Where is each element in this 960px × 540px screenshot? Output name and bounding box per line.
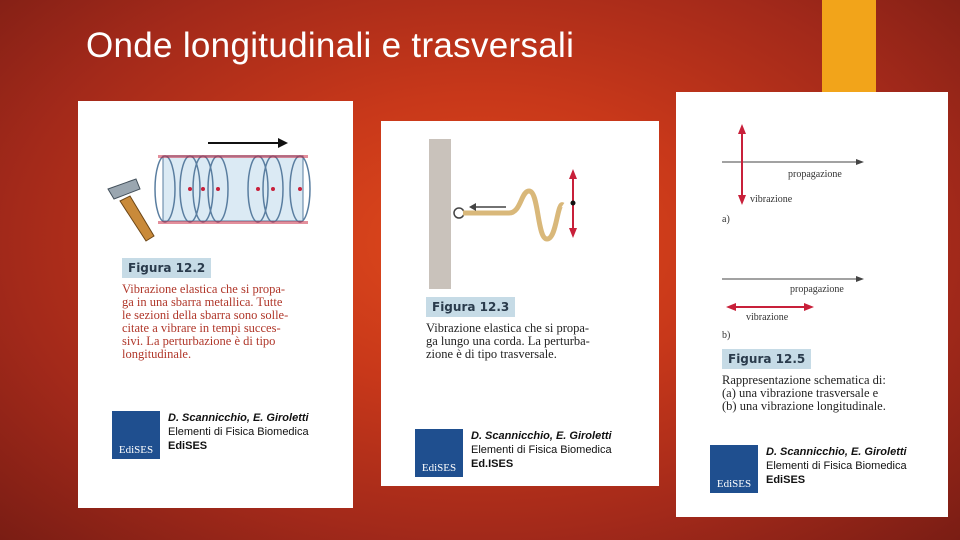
svg-text:propagazione: propagazione — [790, 284, 844, 295]
figure-card-2: Figura 12.3 Vibrazione elastica che si propa- ga lungo una corda. La perturba- zione è di tipo trasversale. EdiSES D. Scannicchio, E. Giroletti Elementi di Fisica Biomedica Ed.ISES — [381, 121, 659, 486]
publisher-logo: EdiSES — [112, 411, 160, 459]
figure-caption: Vibrazione elastica che si propa- ga in una sbarra metallica. Tutte le sezioni della sbarra sono solle- citate a vibrare in tempi succes- sivi. La perturbazione è di tipo longitudinale. — [122, 282, 289, 361]
svg-text:a): a) — [722, 214, 730, 225]
hammer-icon — [108, 179, 154, 241]
svg-text:vibrazione: vibrazione — [746, 312, 789, 323]
accent-bar — [822, 0, 876, 92]
svg-text:propagazione: propagazione — [788, 169, 842, 180]
figure-caption: Rappresentazione schematica di: (a) una vibrazione trasversale e (b) una vibrazione longitudinale. — [722, 373, 886, 413]
rope-vibration-diagram — [381, 121, 659, 291]
figure-card-1: Figura 12.2 Vibrazione elastica che si propa- ga in una sbarra metallica. Tutte le sezioni della sbarra sono solle- citate a vibrare in tempi succes- sivi. La perturbazione è di tipo longitudinale. EdiSES D. Scannicchio, E. Giroletti Elementi di Fisica Biomedica EdiSES — [78, 101, 353, 508]
figure-caption: Vibrazione elastica che si propa- ga lungo una corda. La perturba- zione è di tipo trasversale. — [426, 321, 590, 361]
bar-vibration-diagram — [78, 131, 353, 281]
publisher-logo: EdiSES — [415, 429, 463, 477]
figure-card-3: propagazione vibrazione a) propagazione vibrazione b) Figura 12.5 Rappresentazione schematica di: (a) una vibrazione trasversale e (b) una vibrazione longitudinale. EdiSES D. Scannicchio, E. Giroletti Elementi di Fisica Biomedica EdiSES — [676, 92, 948, 517]
figure-label: Figura 12.3 — [426, 297, 515, 317]
wave-schematic-diagram — [676, 92, 948, 342]
publisher-logo: EdiSES — [710, 445, 758, 493]
figure-label: Figura 12.2 — [122, 258, 211, 278]
figure-label: Figura 12.5 — [722, 349, 811, 369]
svg-text:vibrazione: vibrazione — [750, 194, 793, 205]
svg-text:b): b) — [722, 330, 731, 341]
slide-title: Onde longitudinali e trasversali — [86, 26, 575, 65]
